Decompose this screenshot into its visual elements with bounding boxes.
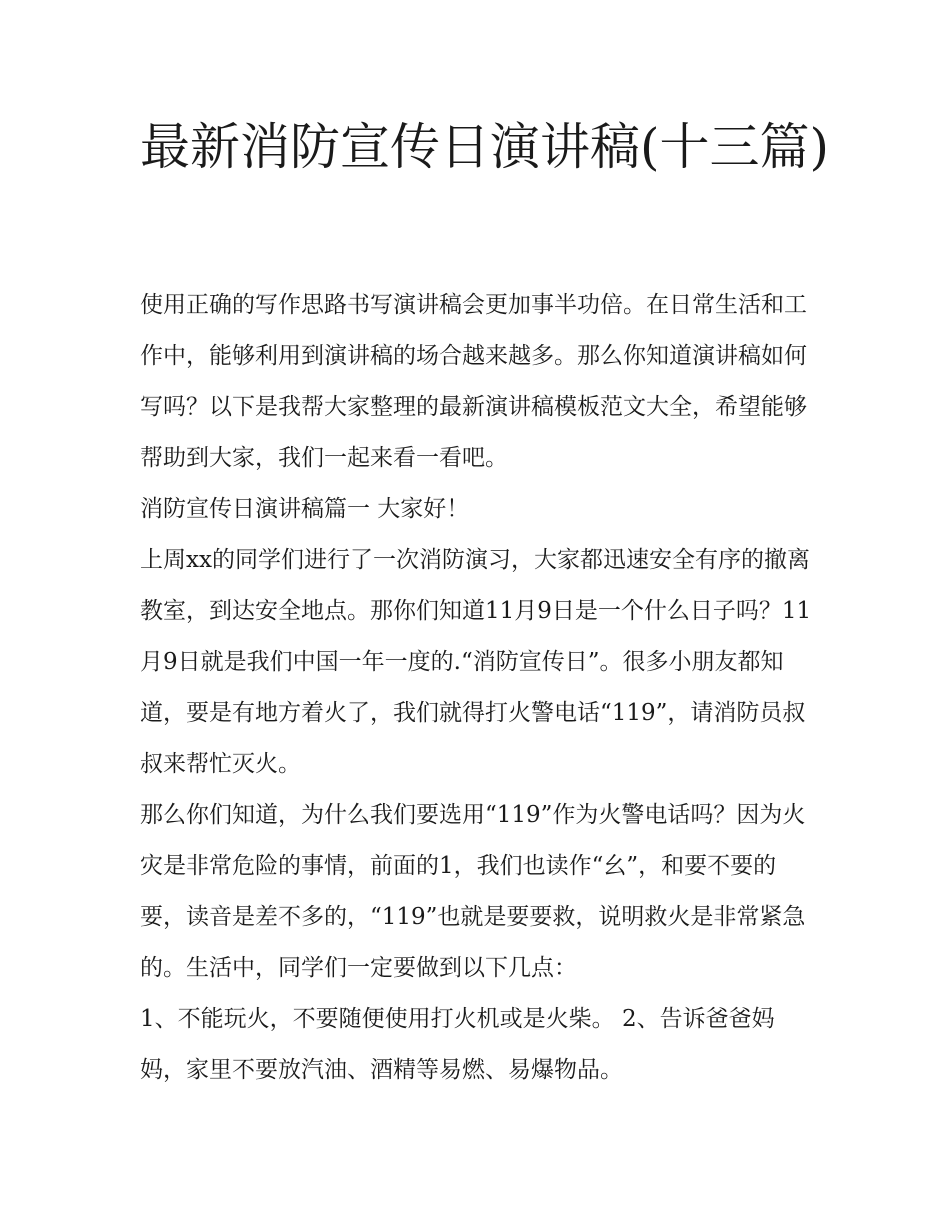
- document-body: [140, 280, 820, 1096]
- paragraph-safety-points: 1、不能玩火，不要随便使用打火机或是火柴。 2、告诉爸爸妈妈，家里不要放汽油、酒精等易燃、易爆物品。: [140, 1006, 775, 1083]
- paragraph-heading: 消防宣传日演讲稿篇一 大家好！: [140, 496, 470, 522]
- paragraph-intro: 使用正确的写作思路书写演讲稿会更加事半功倍。在日常生活和工作中，能够利用到演讲稿的场合越来越多。那么你知道演讲稿如何写吗？以下是我帮大家整理的最新演讲稿模板范文大全，希望能够帮助到大家，我们一起来看一看吧。: [140, 292, 807, 471]
- document-title: 最新消防宣传日演讲稿(十三篇): [140, 118, 830, 176]
- paragraph-119-meaning: 那么你们知道，为什么我们要选用“119”作为火警电话吗？因为火灾是非常危险的事情，前面的1，我们也读作“幺”，和要不要的要，读音是差不多的，“119”也就是要要救，说明救火是非常紧急的。生活中，同学们一定要做到以下几点：: [140, 802, 806, 981]
- paragraph-fire-drill: 上周xx的同学们进行了一次消防演习，大家都迅速安全有序的撤离教室，到达安全地点。那你们知道11月9日是一个什么日子吗？11月9日就是我们中国一年一度的.“消防宣传日”。很多小朋友都知道，要是有地方着火了，我们就得打火警电话“119”，请消防员叔叔来帮忙灭火。: [140, 547, 812, 777]
